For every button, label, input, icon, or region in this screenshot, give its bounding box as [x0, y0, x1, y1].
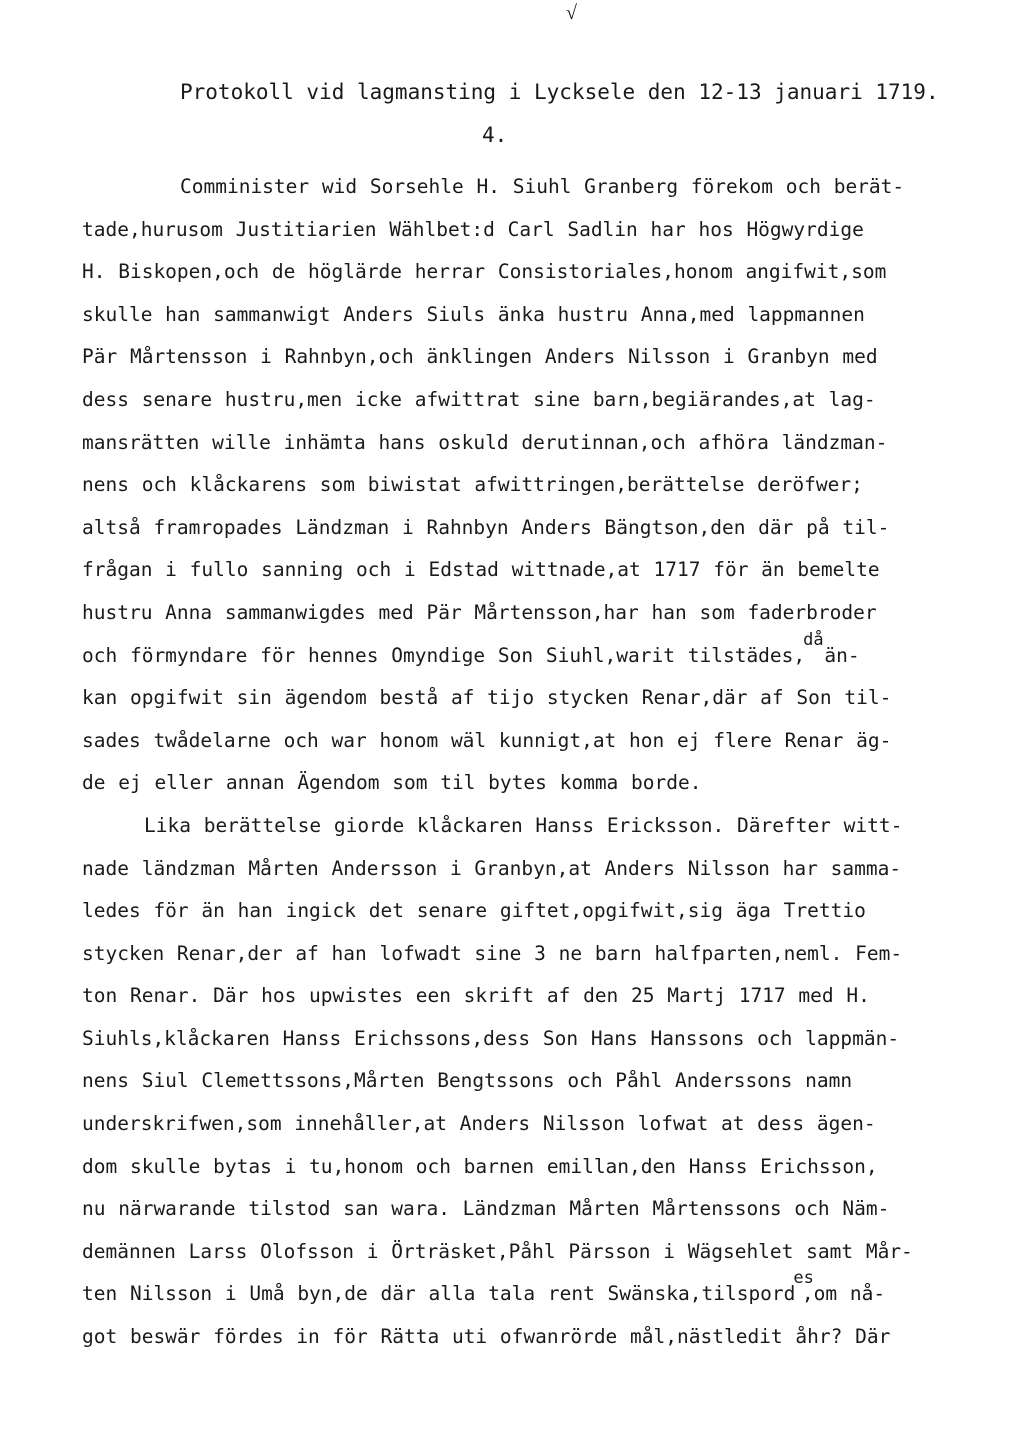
text-line-with-insert	[82, 1268, 962, 1316]
text-line: frågan i fullo sanning och i Edstad wittnade,at 1717 för än bemelte	[82, 558, 880, 582]
text-line: kan opgifwit sin ägendom bestå af tijo stycken Renar,där af Son til-	[82, 686, 892, 710]
text-line: demännen Larss Olofsson i Örträsket,Påhl Pärsson i Wägsehlet samt Mår-	[82, 1239, 913, 1263]
text-line: tade,hurusom Justitiarien Wählbet:d Carl Sadlin har hos Högwyrdige	[82, 217, 864, 241]
text-line: nens Siul Clemettssons,Mårten Bengtssons och Påhl Anderssons namn	[82, 1069, 853, 1093]
text-line: Lika berättelse giorde klåckaren Hanss Ericksson. Därefter witt-	[144, 813, 903, 837]
text-line: underskrifwen,som innehåller,at Anders Nilsson lofwat at dess ägen-	[82, 1112, 876, 1136]
text-line: mansrätten wille inhämta hans oskuld derutinnan,och afhöra ländzman-	[82, 430, 888, 454]
check-mark: √	[566, 2, 577, 24]
text-line: dom skulle bytas i tu,honom och barnen emillan,den Hanss Erichsson,	[82, 1154, 878, 1178]
text-line-with-insert	[82, 629, 962, 678]
text-line: skulle han sammanwigt Anders Siuls änka hustru Anna,med lappmannen	[82, 302, 865, 326]
text-line: hustru Anna sammanwigdes med Pär Mårtensson,har han som faderbroder	[82, 600, 877, 624]
text-line: stycken Renar,der af han lofwadt sine 3 ne barn halfparten,neml. Fem-	[82, 941, 903, 965]
text-line: altså framropades Ländzman i Rahnbyn Anders Bängtson,den där på til-	[82, 515, 890, 539]
protocol-body	[82, 166, 962, 1359]
text-line-part: än-	[811, 643, 860, 667]
text-line: nu närwarande tilstod san wara. Ländzman Mårten Mårtenssons och Näm-	[82, 1197, 890, 1221]
interlinear-insertion: då	[803, 629, 824, 650]
section-number: 4.	[482, 123, 508, 147]
text-line: H. Biskopen,och de höglärde herrar Consistoriales,honom angifwit,som	[82, 260, 887, 284]
text-line: Comminister wid Sorsehle H. Siuhl Granberg förekom och berät-	[180, 175, 905, 198]
text-line: Siuhls,klåckaren Hanss Erichssons,dess Son Hans Hanssons och lappmän-	[82, 1026, 900, 1050]
text-line: Pär Mårtensson i Rahnbyn,och änklingen Anders Nilsson i Granbyn med	[82, 345, 878, 369]
text-line: dess senare hustru,men icke afwittrat sine barn,begiärandes,at lag-	[82, 387, 876, 411]
text-line: sades twådelarne och war honom wäl kunnigt,at hon ej flere Renar äg-	[82, 728, 892, 752]
text-line: ledes för än han ingick det senare giftet,opgifwit,sig äga Trettio	[82, 899, 866, 923]
text-line-part: ,om nå-	[801, 1282, 886, 1306]
document-title: Protokoll vid lagmansting i Lycksele den 12-13 januari 1719.	[180, 80, 939, 104]
text-line: ton Renar. Där hos upwistes een skrift af den 25 Martj 1717 med H.	[82, 984, 870, 1008]
text-line: nade ländzman Mårten Andersson i Granbyn,at Anders Nilsson har samma-	[82, 856, 902, 880]
text-line-part: ten Nilsson i Umå byn,de där alla tala rent Swänska,tilspord	[82, 1282, 796, 1306]
interlinear-insertion: es	[793, 1268, 814, 1289]
text-line: got beswär fördes in för Rätta uti ofwanrörde mål,nästledit åhr? Där	[82, 1325, 891, 1349]
text-line-part: och förmyndare för hennes Omyndige Son Siuhl,warit tilstädes,	[82, 643, 806, 667]
text-line: nens och klåckarens som biwistat afwittringen,berättelse deröfwer;	[82, 473, 863, 497]
text-line: de ej eller annan Ägendom som til bytes komma borde.	[82, 771, 702, 795]
